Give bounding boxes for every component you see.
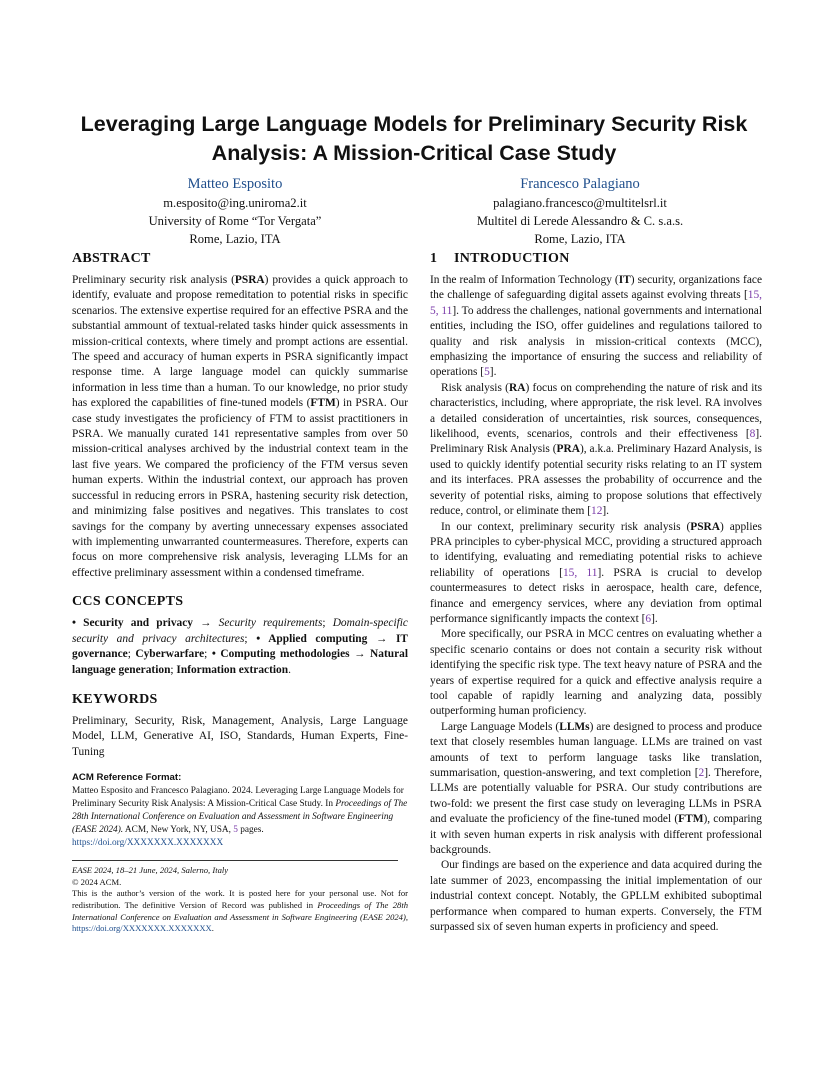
citation-link[interactable]: 8: [749, 428, 756, 441]
keywords-section: [72, 691, 408, 761]
keywords-heading: KEYWORDS: [72, 691, 158, 707]
footnote-copyright: © 2024 ACM.: [72, 876, 122, 887]
ccs-concepts: • Security and privacy → Security requirements; Domain-specific security and privacy architectures; • Applied computing → IT governance; Cyberwarfare; • Computing methodologies → Natural language generation; Information extraction.: [72, 617, 408, 676]
author-location: Rome, Lazio, ITA: [189, 232, 281, 246]
intro-paragraph: More specifically, our PSRA in MCC centres on evaluating whether a specific scenario contains or does not contain a security risk without identifying the specific risk type. The text heavy nature of PSRA and the years of expertise required for a quick and effective analysis require a tool capable of rapidly learning and analyzing data, possibly outperforming human proficiency.: [430, 628, 762, 718]
author-email: palagiano.francesco@multitelsrl.it: [493, 196, 667, 210]
abstract-heading: ABSTRACT: [72, 251, 151, 266]
pages-link[interactable]: 5: [233, 825, 238, 836]
ccs-heading: CCS CONCEPTS: [72, 594, 184, 610]
intro-paragraph: In our context, preliminary security risk analysis (PSRA) applies PRA principles to cyber-physical MCC, providing a structured approach to identifying, evaluating and remediating potential risks to achieve reliability of operations [15, 11]. PSRA is crucial to develop countermeasures to detect risks in aerospace, health care, defence, finance and emergency services, where any deviation from optimal performance significantly impacts the context [6].: [430, 520, 762, 625]
citation-link[interactable]: 15, 5, 11: [430, 289, 762, 317]
footnote-doi-link[interactable]: https://doi.org/XXXXXXX.XXXXXXX: [72, 923, 212, 934]
intro-paragraph: Large Language Models (LLMs) are designed to process and produce text that closely resembles human language. LLMs are trained on vast amounts of text to perform language tasks like translation, summarisation, question-answering, and text completion [2]. Therefore, LLMs are potentially valuable for PSRA. Our study contributions are two-fold: we present the first case study on leveraging LLMs in PSRA and evaluate the proficiency of the fine-tuned model (FTM), comparing it with seven human experts in risk analysis with different professional backgrounds.: [430, 720, 762, 857]
paper-title: Leveraging Large Language Models for Preliminary Security Risk Analysis: A Mission-Critical Case Study: [80, 112, 748, 165]
ccs-section: [72, 593, 408, 678]
left-column: [72, 250, 408, 935]
right-column: [430, 250, 762, 935]
abstract-text: Preliminary security risk analysis (PSRA) provides a quick approach to identify, evaluate and propose remeditation to potential risks in specific scenarios. The extensive expertise required for an effective PSRA and the substantial ammount of textual-related tasks hinder quick assessments in mission-critical contexts, where timely and prompt actions are essential. The speed and accuracy of human experts in PSRA significantly impact response time. A large language model can quickly summarise information in less time than a human. To our knowledge, no prior study has explored the capabilities of fine-tuned models (FTM) in PSRA. Our case study investigates the proficiency of FTM to assist practitioners in PSRA. We manually curated 141 representative samples from over 50 mission-critical analyses archived by the industrial context team in the last five years. We compared the proficiency of the FTM versus seven human experts. Within the industrial context, our approach has proven successful in reducing errors in PSRA, hastening security risk detection, and minimizing false positives and negatives. This translates to cost savings for the company by averting unnecessary expenses associated with implementing unwarranted countermeasures. Therefore, experts can focus on more comprehensive risk analysis, leveraging LLMs for an effective preliminary assessment within a condensed timeframe.: [72, 274, 408, 579]
acm-reference-heading: ACM Reference Format:: [72, 772, 182, 784]
citation-link[interactable]: 5: [484, 366, 490, 379]
acm-reference: [72, 772, 408, 850]
citation-link[interactable]: 15, 11: [562, 566, 598, 579]
author-affiliation: University of Rome “Tor Vergata”: [148, 214, 322, 228]
citation-link[interactable]: 6: [645, 612, 652, 625]
author-affiliation: Multitel di Lerede Alessandro & C. s.a.s.: [476, 214, 684, 228]
section-heading-introduction: 1 INTRODUCTION: [430, 251, 570, 266]
acm-reference-text: Matteo Esposito and Francesco Palagiano. 2024. Leveraging Large Language Models for Preliminary Security Risk Analysis: A Mission-Critical Case Study. In Proceedings of The 28th International Conference on Evaluation and Assessment in Software Engineering (EASE 2024). ACM, New York, NY, USA, 5 pages. https://doi.org/XXXXXXX.XXXXXXX: [72, 786, 408, 849]
footnote-text: This is the author’s version of the work. It is posted here for your personal use. Not for redistribution. The definitive Version of Record was published in Proceedings of The 28th International Conference on Evaluation and Assessment in Software Engineering (EASE 2024), https://doi.org/XXXXXXX.XXXXXXX.: [72, 888, 409, 934]
keywords-text: Preliminary, Security, Risk, Management, Analysis, Large Language Model, LLM, Generative AI, ISO, Standards, Human Experts, Fine-Tuning: [72, 714, 408, 758]
footnote: [72, 865, 408, 935]
intro-paragraph: Our findings are based on the experience and data acquired during the late summer of 2023, encompassing the initial implementation of our industrial context concept. Notably, the GPLLM exhibited suboptimal performance when compared to human experts. Conversely, the FTM surpassed six of seven human experts in proficiency and speed.: [430, 859, 762, 934]
citation-link[interactable]: 12: [591, 505, 603, 518]
citation-link[interactable]: 2: [698, 767, 705, 779]
intro-paragraph: Risk analysis (RA) focus on comprehending the nature of risk and its characteristics, including, where appropriate, the risk level. RA involves a detailed consideration of uncertainties, risk sources, consequences, likelihood, events, scenarios, controls and their effectiveness [8]. Preliminary Risk Analysis (PRA), a.k.a. Preliminary Hazard Analysis, is used to quickly identify potential security risks relating to an IT system and its interfaces. PRA assesses the probability of occurrence and the severity of potential risks, aiming to propose solutions that effectively reduce, control, or eliminate them [12].: [430, 381, 762, 518]
footnote-conference: EASE 2024, 18–21 June, 2024, Salerno, Italy: [72, 865, 229, 876]
doi-link[interactable]: https://doi.org/XXXXXXX.XXXXXXX: [72, 838, 224, 849]
author-name: Francesco Palagiano: [520, 176, 640, 192]
abstract-section: [72, 250, 408, 581]
author-block-1: [70, 174, 400, 248]
author-block-2: [415, 174, 745, 248]
intro-paragraph: In the realm of Information Technology (IT) security, organizations face the challenge of safeguarding digital assets against evolving threats [15, 5, 11]. To address the challenges, national governments and international entities, including the ISO, offer guidelines and regulations tailored to quality and risk analysis in mission-critical contexts (MCC), emphasizing the importance of ensuring the success and reliability of operations [5].: [430, 274, 762, 379]
author-location: Rome, Lazio, ITA: [534, 232, 626, 246]
footnote-divider: [72, 860, 398, 861]
author-email: m.esposito@ing.uniroma2.it: [163, 196, 307, 210]
author-name: Matteo Esposito: [187, 176, 283, 192]
